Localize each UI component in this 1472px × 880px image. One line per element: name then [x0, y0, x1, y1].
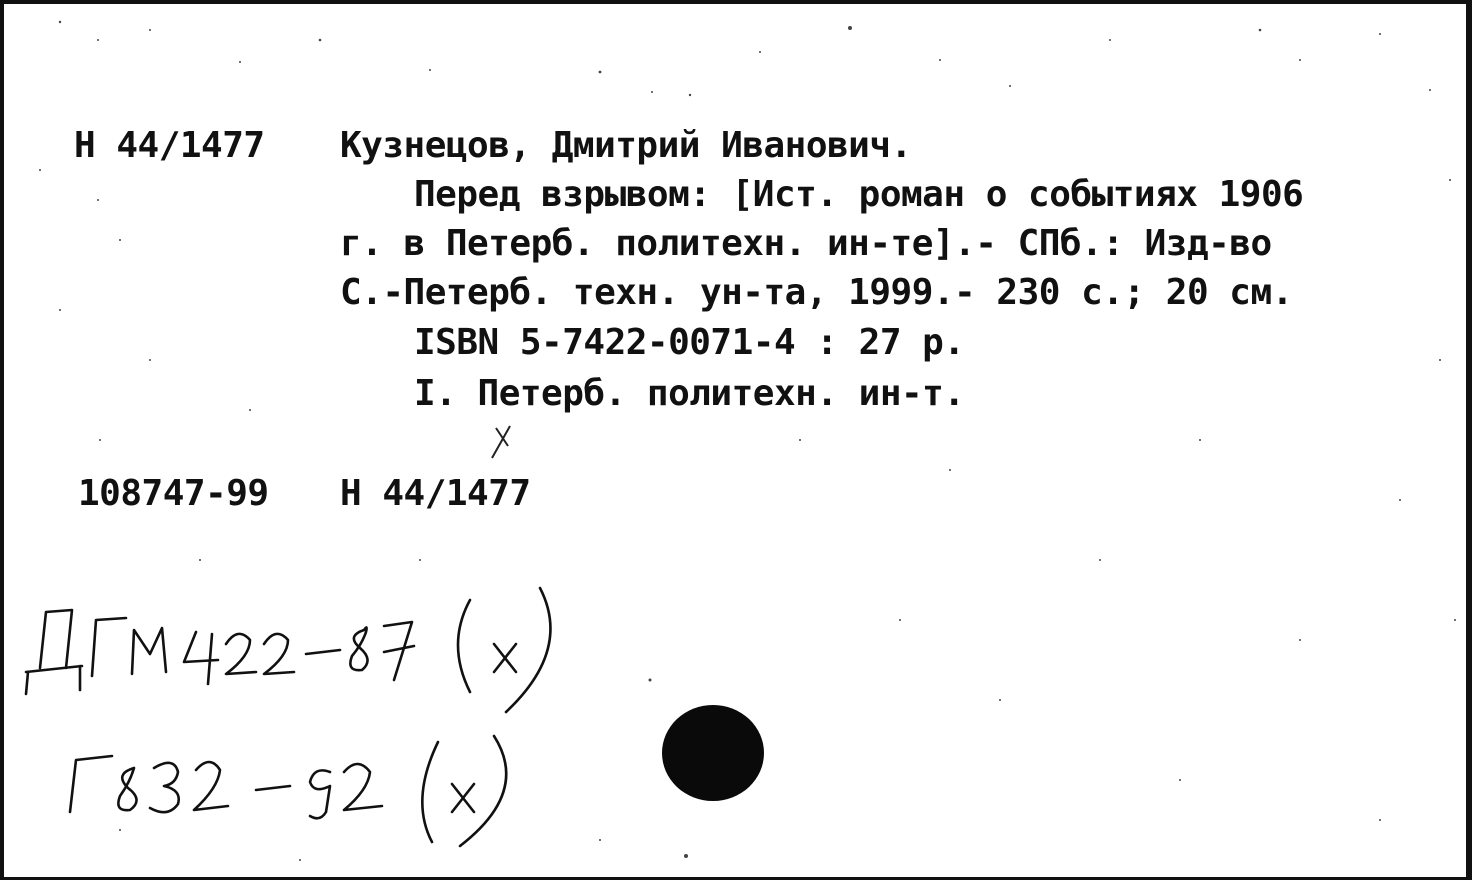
title-line-2: г. в Петерб. политехн. ин-те].- СПб.: Изд-во — [340, 223, 1272, 264]
accession-number: 108747-99 — [78, 473, 269, 514]
title-line-1: Перед взрывом: [Ист. роман о событиях 1906 — [414, 174, 1304, 215]
isbn-price-line: ISBN 5-7422-0071-4 : 27 р. — [414, 322, 965, 363]
punched-hole — [662, 705, 764, 801]
title-line-3: С.-Петерб. техн. ун-та, 1999.- 230 с.; 20 см. — [340, 272, 1293, 313]
call-number: Н 44/1477 — [74, 125, 265, 166]
call-number-repeat: Н 44/1477 — [340, 473, 531, 514]
added-entry-line: I. Петерб. политехн. ин-т. — [414, 373, 965, 414]
author-heading: Кузнецов, Дмитрий Иванович. — [340, 125, 912, 166]
